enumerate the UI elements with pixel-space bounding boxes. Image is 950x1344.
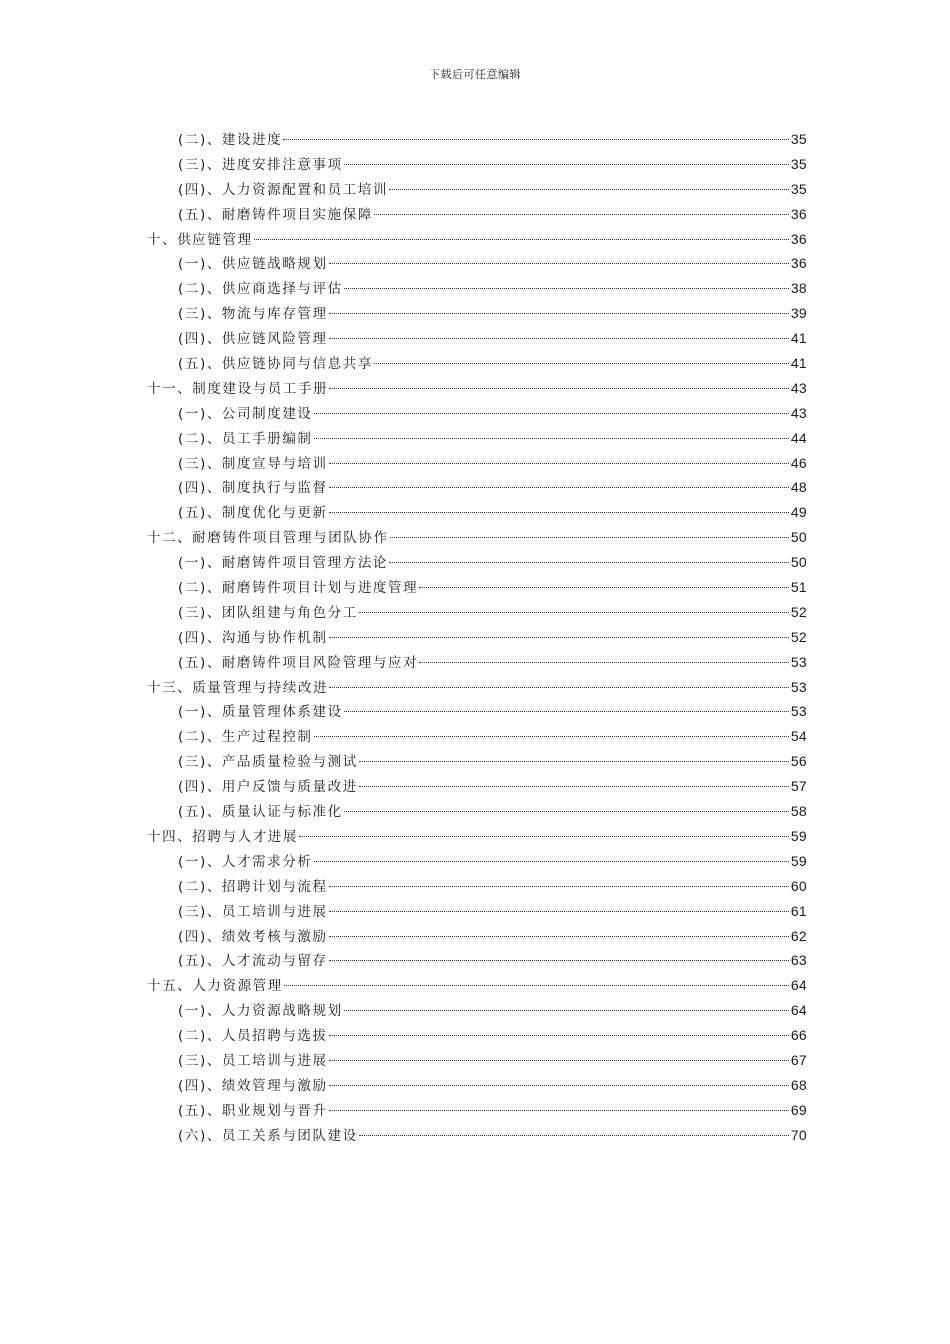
toc-dot-leader [329, 1110, 789, 1111]
toc-page-number: 56 [790, 753, 807, 770]
toc-chapter-entry[interactable] [147, 824, 807, 849]
toc-section-entry[interactable] [147, 177, 807, 202]
toc-page-number: 51 [790, 579, 807, 596]
toc-dot-leader [329, 886, 789, 887]
toc-dot-leader [359, 786, 789, 787]
toc-section-entry[interactable] [147, 550, 807, 575]
toc-section-entry[interactable] [147, 301, 807, 326]
toc-section-entry[interactable] [147, 401, 807, 426]
toc-entry-title: 十四、招聘与人才进展 [147, 828, 298, 845]
toc-page-number: 52 [790, 628, 807, 645]
toc-dot-leader [374, 214, 789, 215]
toc-entry-title: (三)、物流与库存管理 [178, 306, 328, 323]
toc-dot-leader [329, 637, 789, 638]
toc-section-entry[interactable] [147, 351, 807, 376]
toc-dot-leader [390, 537, 789, 538]
toc-dot-leader [329, 1085, 789, 1086]
toc-entry-title: (二)、生产过程控制 [178, 729, 313, 746]
toc-entry-title: (五)、人才流动与留存 [178, 953, 328, 970]
toc-section-entry[interactable] [147, 724, 807, 749]
toc-entry-title: (六)、员工关系与团队建设 [178, 1127, 358, 1144]
toc-entry-title: (一)、人才需求分析 [178, 853, 313, 870]
toc-dot-leader [344, 288, 789, 289]
toc-section-entry[interactable] [147, 849, 807, 874]
toc-section-entry[interactable] [147, 451, 807, 476]
toc-page-number: 60 [790, 877, 807, 894]
toc-entry-title: 十五、人力资源管理 [147, 978, 283, 995]
toc-dot-leader [389, 562, 789, 563]
toc-entry-title: (五)、职业规划与晋升 [178, 1102, 328, 1119]
toc-dot-leader [283, 139, 788, 140]
toc-page-number: 44 [790, 429, 807, 446]
toc-page-number: 64 [790, 1002, 807, 1019]
toc-page-number: 64 [790, 977, 807, 994]
toc-page-number: 48 [790, 479, 807, 496]
toc-entry-title: (一)、耐磨铸件项目管理方法论 [178, 555, 389, 572]
toc-dot-leader [314, 413, 789, 414]
toc-page-number: 67 [790, 1051, 807, 1068]
toc-entry-title: 十、供应链管理 [147, 231, 253, 248]
toc-dot-leader [329, 313, 789, 314]
toc-entry-title: (三)、员工培训与进展 [178, 1052, 328, 1069]
toc-dot-leader [329, 487, 789, 488]
toc-section-entry[interactable] [147, 998, 807, 1023]
toc-section-entry[interactable] [147, 1098, 807, 1123]
toc-entry-title: (四)、绩效考核与激励 [178, 928, 328, 945]
toc-section-entry[interactable] [147, 1048, 807, 1073]
toc-section-entry[interactable] [147, 251, 807, 276]
toc-section-entry[interactable] [147, 426, 807, 451]
toc-section-entry[interactable] [147, 475, 807, 500]
toc-dot-leader [329, 338, 789, 339]
toc-page-number: 69 [790, 1101, 807, 1118]
toc-dot-leader [254, 239, 789, 240]
toc-dot-leader [344, 711, 789, 712]
toc-entry-title: (四)、沟通与协作机制 [178, 629, 328, 646]
toc-dot-leader [284, 985, 789, 986]
toc-entry-title: (二)、供应商选择与评估 [178, 281, 343, 298]
toc-page-number: 36 [790, 255, 807, 272]
toc-entry-title: (四)、制度执行与监督 [178, 480, 328, 497]
toc-page-number: 41 [790, 355, 807, 372]
toc-page-number: 57 [790, 778, 807, 795]
toc-page-number: 70 [790, 1126, 807, 1143]
toc-section-entry[interactable] [147, 1123, 807, 1148]
toc-page-number: 50 [790, 554, 807, 571]
toc-page-number: 50 [790, 529, 807, 546]
toc-page-number: 63 [790, 952, 807, 969]
toc-section-entry[interactable] [147, 924, 807, 949]
toc-page-number: 35 [790, 131, 807, 147]
toc-page-number: 36 [790, 230, 807, 247]
toc-dot-leader [329, 1035, 789, 1036]
toc-page-number: 35 [790, 155, 807, 172]
toc-page-number: 59 [790, 827, 807, 844]
toc-dot-leader [314, 438, 789, 439]
toc-dot-leader [329, 936, 789, 937]
toc-section-entry[interactable] [147, 127, 807, 152]
toc-page-number: 46 [790, 454, 807, 471]
table-of-contents [147, 127, 807, 1148]
toc-page-number: 53 [790, 703, 807, 720]
toc-section-entry[interactable] [147, 749, 807, 774]
toc-entry-title: (四)、人力资源配置和员工培训 [178, 181, 389, 198]
toc-dot-leader [329, 1060, 789, 1061]
toc-section-entry[interactable] [147, 650, 807, 675]
toc-entry-title: (四)、用户反馈与质量改进 [178, 779, 358, 796]
toc-page-number: 49 [790, 504, 807, 521]
toc-entry-title: 十二、耐磨铸件项目管理与团队协作 [147, 530, 389, 547]
toc-page-number: 36 [790, 205, 807, 222]
toc-dot-leader [314, 861, 789, 862]
toc-dot-leader [329, 911, 789, 912]
toc-page-number: 53 [790, 678, 807, 695]
toc-entry-title: (五)、供应链协同与信息共享 [178, 356, 373, 373]
toc-section-entry[interactable] [147, 774, 807, 799]
toc-section-entry[interactable] [147, 1073, 807, 1098]
toc-section-entry[interactable] [147, 276, 807, 301]
toc-page-number: 35 [790, 180, 807, 197]
toc-entry-title: (三)、团队组建与角色分工 [178, 604, 358, 621]
toc-entry-title: (一)、质量管理体系建设 [178, 704, 343, 721]
toc-entry-title: 十三、质量管理与持续改进 [147, 679, 329, 696]
toc-section-entry[interactable] [147, 899, 807, 924]
toc-dot-leader [314, 736, 789, 737]
toc-dot-leader [329, 512, 789, 513]
toc-section-entry[interactable] [147, 575, 807, 600]
toc-entry-title: (三)、进度安排注意事项 [178, 156, 343, 173]
toc-dot-leader [359, 612, 789, 613]
toc-page-number: 52 [790, 603, 807, 620]
toc-section-entry[interactable] [147, 699, 807, 724]
toc-dot-leader [359, 761, 789, 762]
toc-section-entry[interactable] [147, 500, 807, 525]
toc-section-entry[interactable] [147, 1023, 807, 1048]
toc-entry-title: (二)、员工手册编制 [178, 430, 313, 447]
toc-page-number: 62 [790, 927, 807, 944]
toc-section-entry[interactable] [147, 326, 807, 351]
toc-page-number: 54 [790, 728, 807, 745]
toc-dot-leader [329, 388, 789, 389]
page-header: 下载后可任意编辑 [429, 68, 521, 81]
toc-entry-title: (二)、招聘计划与流程 [178, 878, 328, 895]
toc-chapter-entry[interactable] [147, 973, 807, 998]
toc-page-number: 66 [790, 1027, 807, 1044]
toc-entry-title: (二)、人员招聘与选拔 [178, 1028, 328, 1045]
toc-page-number: 41 [790, 330, 807, 347]
toc-dot-leader [374, 363, 789, 364]
toc-chapter-entry[interactable] [147, 675, 807, 700]
toc-page-number: 38 [790, 280, 807, 297]
toc-entry-title: (三)、产品质量检验与测试 [178, 754, 358, 771]
toc-dot-leader [329, 687, 789, 688]
toc-section-entry[interactable] [147, 625, 807, 650]
toc-dot-leader [344, 811, 789, 812]
toc-page-number: 68 [790, 1076, 807, 1093]
toc-entry-title: (三)、员工培训与进展 [178, 903, 328, 920]
toc-entry-title: (四)、绩效管理与激励 [178, 1077, 328, 1094]
toc-entry-title: (一)、人力资源战略规划 [178, 1003, 343, 1020]
toc-entry-title: (四)、供应链风险管理 [178, 331, 328, 348]
toc-page-number: 58 [790, 803, 807, 820]
toc-dot-leader [419, 662, 789, 663]
toc-page-number: 43 [790, 379, 807, 396]
toc-chapter-entry[interactable] [147, 525, 807, 550]
toc-section-entry[interactable] [147, 202, 807, 227]
toc-section-entry[interactable] [147, 799, 807, 824]
toc-page-number: 59 [790, 852, 807, 869]
toc-dot-leader [344, 164, 789, 165]
toc-chapter-entry[interactable] [147, 376, 807, 401]
toc-entry-title: (二)、建设进度 [178, 132, 283, 148]
toc-entry-title: (五)、耐磨铸件项目风险管理与应对 [178, 654, 419, 671]
toc-dot-leader [299, 836, 789, 837]
toc-page-number: 39 [790, 305, 807, 322]
toc-page-number: 43 [790, 404, 807, 421]
toc-section-entry[interactable] [147, 600, 807, 625]
toc-entry-title: (一)、供应链战略规划 [178, 256, 328, 273]
toc-entry-title: (五)、质量认证与标准化 [178, 804, 343, 821]
toc-dot-leader [419, 587, 789, 588]
toc-entry-title: (五)、制度优化与更新 [178, 505, 328, 522]
toc-chapter-entry[interactable] [147, 227, 807, 252]
toc-entry-title: (五)、耐磨铸件项目实施保障 [178, 206, 373, 223]
toc-entry-title: (三)、制度宣导与培训 [178, 455, 328, 472]
toc-section-entry[interactable] [147, 152, 807, 177]
toc-page-number: 61 [790, 902, 807, 919]
toc-entry-title: (二)、耐磨铸件项目计划与进度管理 [178, 580, 419, 597]
toc-section-entry[interactable] [147, 948, 807, 973]
toc-page-number: 53 [790, 653, 807, 670]
toc-section-entry[interactable] [147, 874, 807, 899]
toc-dot-leader [329, 263, 789, 264]
toc-entry-title: (一)、公司制度建设 [178, 405, 313, 422]
toc-dot-leader [359, 1135, 789, 1136]
toc-dot-leader [329, 463, 789, 464]
toc-entry-title: 十一、制度建设与员工手册 [147, 380, 329, 397]
toc-dot-leader [329, 960, 789, 961]
toc-dot-leader [389, 189, 789, 190]
toc-dot-leader [344, 1010, 789, 1011]
